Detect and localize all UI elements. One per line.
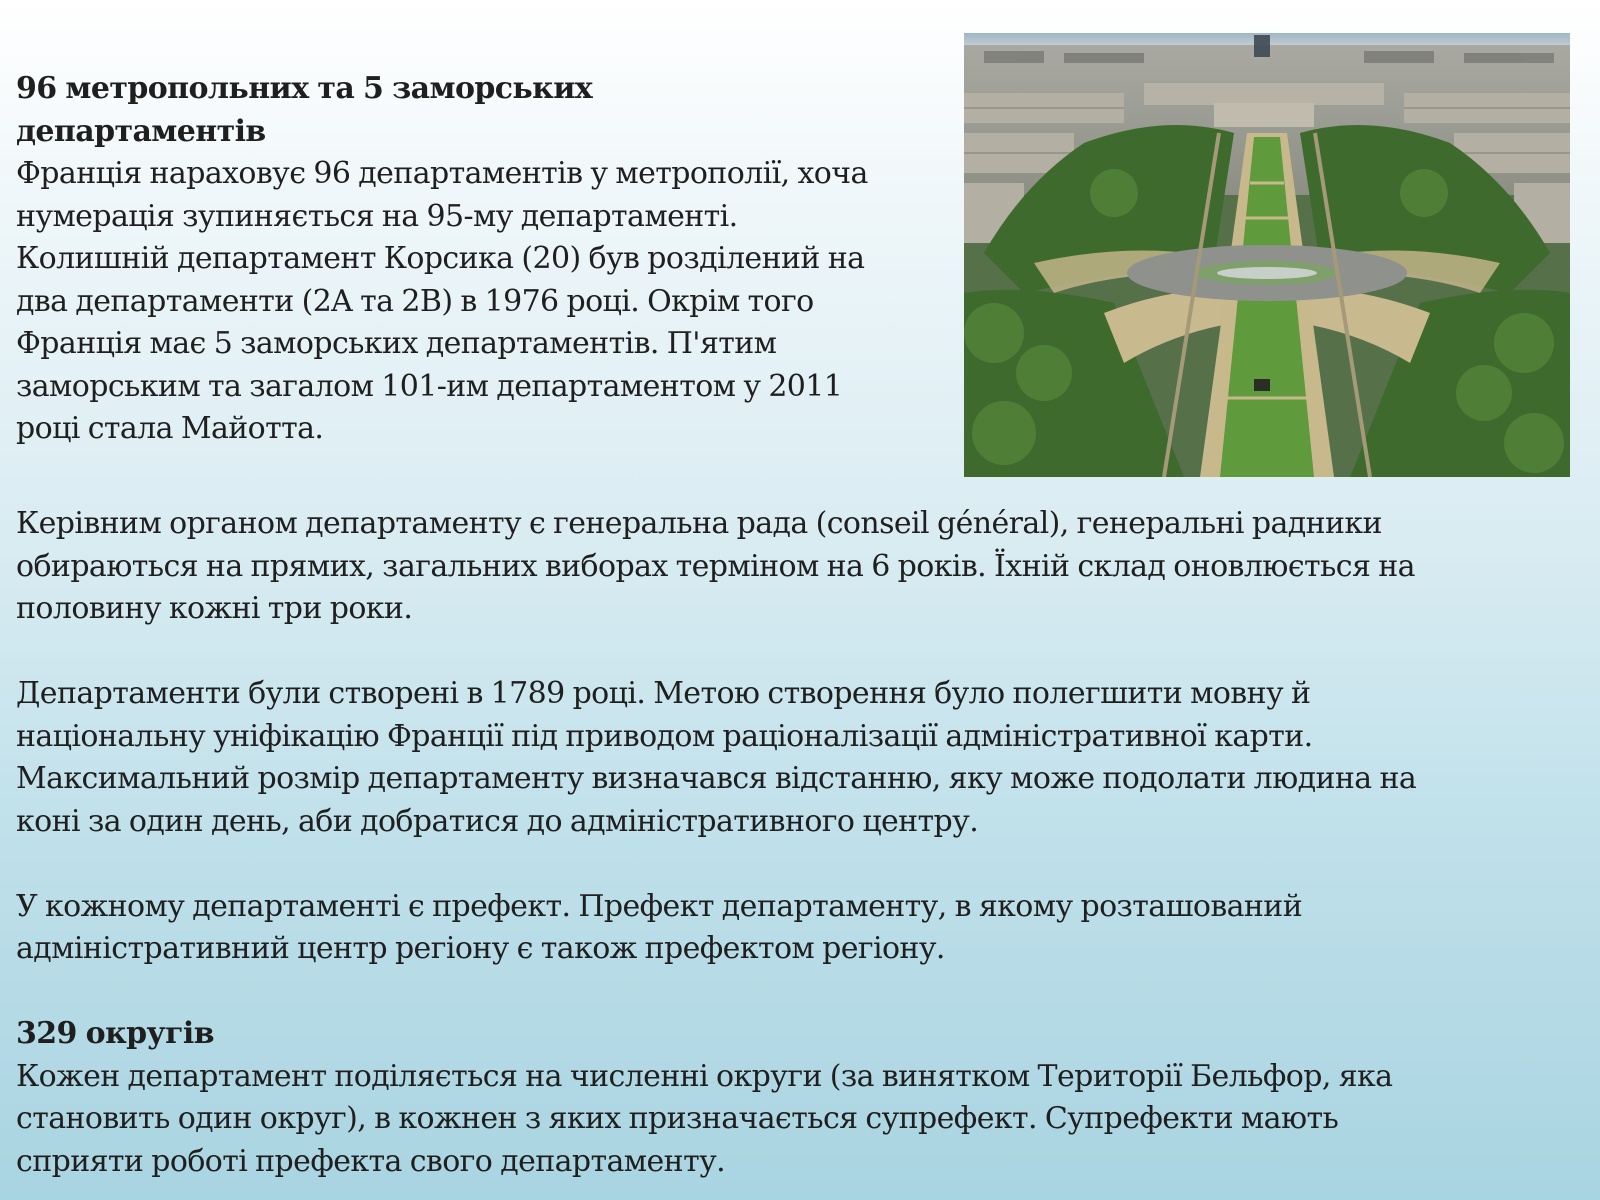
districts-heading: 329 округів — [16, 1016, 214, 1051]
intro-line: році стала Майотта. — [16, 411, 324, 446]
aerial-park-icon — [964, 33, 1570, 477]
history-line: коні за один день, аби добратися до адміністративного центру. — [16, 803, 979, 839]
paragraph-gap — [16, 631, 1591, 674]
districts-line: сприяти роботі префекта свого департаменту. — [16, 1143, 726, 1179]
intro-heading-line-2: департаментів — [16, 113, 266, 149]
paragraph-gap — [16, 971, 1591, 1014]
districts-line: Кожен департамент поділяється на численні округи (за винятком Території Бельфор, яка — [16, 1058, 1393, 1094]
intro-line: два департаменти (2A та 2B) в 1976 році. Окрім того — [16, 283, 814, 319]
council-line: половину кожні три роки. — [16, 591, 413, 626]
intro-line: заморським та загалом 101-им департаментом у 2011 — [16, 368, 843, 404]
intro-heading-line-1: 96 метропольних та 5 заморських — [16, 71, 593, 106]
paragraph-gap — [16, 843, 1591, 886]
history-line: національну уніфікацію Франції під приводом раціоналізації адміністративної карти. — [16, 718, 1313, 754]
intro-line: Колишній департамент Корсика (20) був розділений на — [16, 241, 865, 276]
history-line: Департаменти були створені в 1789 році. Метою створення було полегшити мовну й — [16, 676, 1311, 711]
intro-line: Франція нараховує 96 департаментів у метрополії, хоча — [16, 156, 868, 191]
council-line: Керівним органом департаменту є генеральна рада (conseil général), генеральні радники — [16, 506, 1382, 541]
districts-line: становить один округ), в кожнен з яких призначається супрефект. Супрефекти мають — [16, 1101, 1339, 1136]
history-line: Максимальний розмір департаменту визначався відстанню, яку може подолати людина на — [16, 761, 1417, 796]
intro-line: Франція має 5 заморських департаментів. П'ятим — [16, 326, 777, 361]
prefect-line: адміністративний центр регіону є також префектом регіону. — [16, 931, 945, 966]
intro-section — [16, 68, 956, 451]
council-line: обираються на прямих, загальних виборах терміном на 6 років. Їхній склад оновлюється на — [16, 548, 1415, 584]
body-section — [16, 503, 1591, 1183]
aerial-park-photo — [964, 33, 1570, 477]
prefect-line: У кожному департаменті є префект. Префект департаменту, в якому розташований — [16, 888, 1303, 924]
intro-line: нумерація зупиняється на 95-му департаменті. — [16, 198, 738, 234]
